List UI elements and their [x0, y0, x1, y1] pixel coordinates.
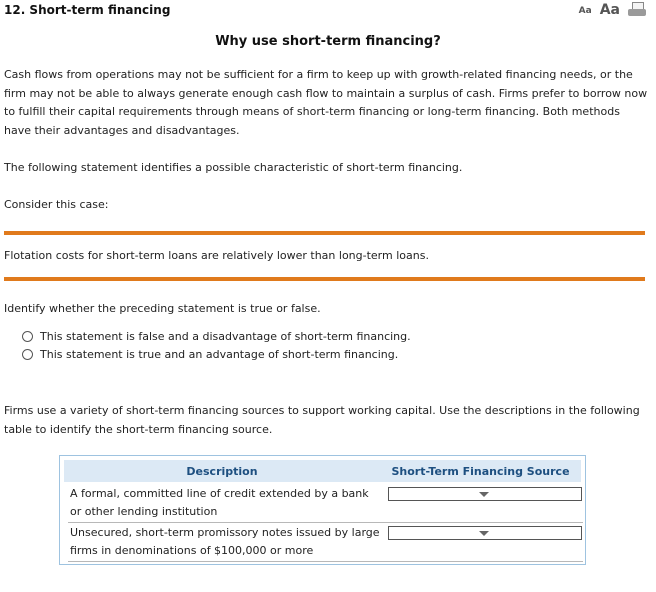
column-header-source: Short-Term Financing Source [391, 464, 570, 478]
case-top-rule [4, 231, 645, 235]
decrease-font-button[interactable]: Aa [578, 6, 592, 16]
case-statement: Flotation costs for short-term loans are relatively lower than long-term loans. [4, 249, 429, 262]
option-false-disadvantage[interactable] [22, 330, 411, 343]
option-label: This statement is true and an advantage of short-term financing. [40, 348, 399, 361]
toolbar [579, 2, 646, 18]
radio-button[interactable] [22, 331, 33, 342]
increase-font-button[interactable]: Aa [599, 2, 620, 18]
table-row [68, 484, 583, 523]
question-number-title: 12. Short-term financing [4, 3, 171, 17]
source-dropdown[interactable] [388, 487, 582, 501]
chevron-down-icon [479, 531, 489, 536]
consider-label: Consider this case: [4, 198, 109, 211]
chevron-down-icon [479, 492, 489, 497]
intro-paragraph: Cash flows from operations may not be sufficient for a firm to keep up with growth-related financing needs, or the firm may not be able to always generate enough cash flow to maintain a surplus of cash. Firms prefer to borrow now to fulfill their capital requirements through means of short-term financing or long-term financing. Both methods have their advantages and disadvantages. [4, 68, 648, 137]
identify-prompt: Identify whether the preceding statement is true or false. [4, 302, 321, 315]
statement-intro: The following statement identifies a possible characteristic of short-term financing. [4, 161, 463, 174]
column-header-description: Description [186, 464, 258, 478]
option-label: This statement is false and a disadvantage of short-term financing. [40, 330, 411, 343]
row-description: A formal, committed line of credit extended by a bank or other lending institution [70, 487, 369, 518]
radio-button[interactable] [22, 349, 33, 360]
financing-source-table [59, 455, 586, 565]
row-description: Unsecured, short-term promissory notes issued by large firms in denominations of $100,000 or more [70, 526, 380, 557]
case-bottom-rule [4, 277, 645, 281]
option-true-advantage[interactable] [22, 348, 398, 361]
page-title: Why use short-term financing? [215, 34, 441, 49]
sources-prompt: Firms use a variety of short-term financing sources to support working capital. Use the descriptions in the following table to identify the short-term financing source. [4, 404, 640, 436]
table-row [68, 523, 583, 562]
table-header-row [64, 460, 581, 482]
print-icon[interactable] [628, 2, 646, 18]
source-dropdown[interactable] [388, 526, 582, 540]
